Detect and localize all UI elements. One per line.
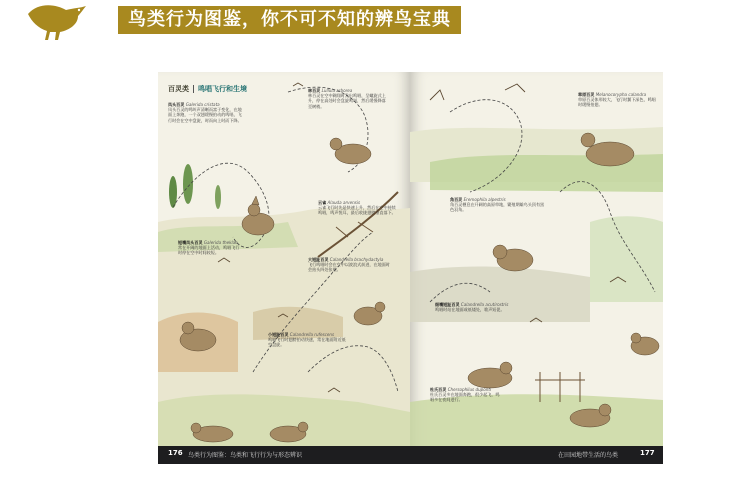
- entry-woodlark: [308, 88, 388, 138]
- left-page: [158, 72, 410, 462]
- entry-name: 云雀: [318, 200, 327, 205]
- entry-text: 杜氏百灵多在地面奔跑，很少起飞，鸣唱多在夜间进行。: [430, 392, 500, 403]
- entry-latin: Eremophila alpestris: [463, 197, 506, 202]
- bird-logo-icon: [22, 0, 92, 42]
- entry-short-toed-2: [435, 302, 525, 332]
- section-title: 鸣唱飞行和生境: [198, 85, 247, 93]
- entry-latin: Calandrella brachydactyla: [329, 257, 384, 262]
- entry-name: 大短趾百灵: [308, 257, 329, 262]
- entry-text: 凤头百灵的鸣叫声清晰而富于变化，在地面上奔跑，一个双翅缓慢拍动的鸣唱，飞行时会在空中盘旋，时而向上时而下降。: [168, 107, 242, 123]
- entry-lesser-short-toed: [268, 332, 346, 372]
- entry-text: 角百灵栖息在开阔的高原草地，繁殖期雄鸟头顶有黑色羽角。: [450, 202, 545, 213]
- entry-name: 林百灵: [308, 88, 321, 93]
- entry-skylark: [318, 200, 396, 230]
- entry-text: 云雀飞行时先是快速上升，然后在空中持续鸣唱，鸣声悦耳，最后收拢翅膀垂直落下。: [318, 205, 396, 216]
- entry-text: 鸣唱飞行时翅膀拍动快速，常在地面附近低空盘旋。: [268, 337, 346, 348]
- entry-thekla-lark: [178, 240, 240, 270]
- entry-text: 林百灵在空中翱翔时发出鸣唱，呈螺旋式上升，停在高处时会盘旋鸣叫，然后缓慢降落至树梢。: [308, 93, 386, 109]
- header-banner: [0, 0, 730, 40]
- entry-short-toed-lark: [308, 257, 393, 291]
- page-number-right: 177: [640, 449, 655, 457]
- entry-text: 草原百灵体形较大，飞行时翼下深色，鸣唱时缓慢拍翅。: [578, 97, 656, 108]
- entry-latin: Calandrella rufescens: [289, 332, 335, 337]
- entry-calandra-lark: [578, 92, 658, 132]
- section-heading: [168, 84, 247, 94]
- book-spread: [158, 72, 663, 470]
- entry-text: 飞行鸣唱时会在空中以波浪式前进，在地面时会抬头四处张望。: [308, 262, 390, 273]
- entry-text: 常在开阔的地面上活动，鸣唱飞行时停在空中时间较短。: [178, 245, 240, 256]
- footer-text-right: 在田园地带生活的鸟类: [558, 452, 619, 459]
- entry-dupont-lark: [430, 387, 500, 427]
- entry-latin: Lullula arborea: [321, 88, 353, 93]
- entry-latin: Chersophilus duponti: [447, 387, 492, 392]
- entry-latin: Galerida theklae: [203, 240, 238, 245]
- page-number-left: 176: [168, 449, 183, 457]
- entry-name: 草原百灵: [578, 92, 595, 97]
- entry-horned-lark: [450, 197, 545, 237]
- entry-latin: Alauda arvensis: [327, 200, 361, 205]
- entry-crested-lark: [168, 102, 243, 172]
- footer-text-left: 鸟类行为图鉴：鸟类和飞行行为与形态辨识: [188, 452, 303, 459]
- entry-name: 杜氏百灵: [430, 387, 447, 392]
- entry-latin: Calandrella acutirostris: [460, 302, 509, 307]
- banner-title: 鸟类行为图鉴，你不可不知的辨鸟宝典: [118, 6, 461, 34]
- entry-latin: Galerida cristata: [185, 102, 220, 107]
- entry-name: 小短趾百灵: [268, 332, 289, 337]
- entry-name: 角百灵: [450, 197, 463, 202]
- right-page: [410, 72, 663, 462]
- entry-latin: Melanocorypha calandra: [595, 92, 647, 97]
- entry-name: 凤头百灵: [168, 102, 185, 107]
- entry-text: 鸣唱时站在地面或低矮处，歌声短促。: [435, 307, 505, 313]
- entry-name: 短嘴凤头百灵: [178, 240, 203, 245]
- entry-name: 细嘴短趾百灵: [435, 302, 460, 307]
- category-label: 百灵类: [168, 85, 194, 93]
